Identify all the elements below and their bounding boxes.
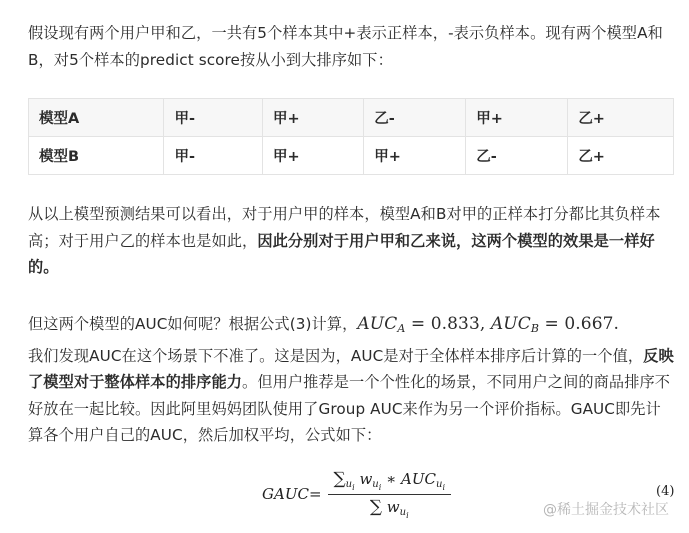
table-cell: 乙- <box>466 137 568 175</box>
intro-paragraph: 假设现有两个用户甲和乙，一共有5个样本其中+表示正样本，-表示负样本。现有两个模型A和B，对5个样本的predict score按从小到大排序如下： <box>28 24 663 69</box>
observation-text: 从以上模型预测结果可以看出，对于用户甲的样本，模型A和B对甲的正样本打分都比其负样本高；对于用户乙的样本也是如此， <box>28 205 661 250</box>
table-cell: 乙+ <box>568 137 674 175</box>
auc-explanation-text: 我们发现AUC在这个场景下不准了。这是因为，AUC是对于全体样本排序后计算的一个值， <box>28 346 644 365</box>
table-cell: 甲+ <box>466 99 568 137</box>
auc-inline-formula: $AUC_A = 0.833$, $AUC_B = 0.667$. <box>357 314 620 335</box>
table-cell: 甲+ <box>262 137 363 175</box>
table-row <box>29 99 674 137</box>
observation-paragraph <box>28 201 676 281</box>
observation-conclusion: 因此分别对于用户甲和乙来说，这两个模型的效果是一样好的。 <box>28 231 655 276</box>
row-label: 模型A <box>29 99 164 137</box>
table-cell: 甲- <box>164 99 263 137</box>
equation-number: (4) <box>656 484 675 499</box>
auc-key-point: 反映了模型对于整体样本的排序能力 <box>28 346 674 391</box>
table-row <box>29 137 674 175</box>
table-cell: 甲- <box>164 137 263 175</box>
table-cell: 乙- <box>364 99 466 137</box>
gauc-explanation-text: 。但用户推荐是一个个性化的场景，不同用户之间的商品排序不好放在一起比较。因此阿里妈妈团队使用了Group AUC来作为另一个评价指标。GAUC即先计算各个用户自己的AUC，然后加权平均，公式如下： <box>28 373 671 444</box>
table-cell: 乙+ <box>568 99 674 137</box>
table-cell: 甲+ <box>262 99 363 137</box>
watermark: @稀土掘金技术社区 <box>543 502 669 518</box>
gauc-formula: GAUC = $\frac{\sum_{u_i} w_{u_i} ∗ AUC_{u_i}}{\sum w_{u_i}}$ <box>262 466 451 522</box>
auc-paragraph <box>28 311 676 449</box>
row-label: 模型B <box>29 137 164 175</box>
table-cell: 甲+ <box>364 137 466 175</box>
auc-intro-text: 但这两个模型的AUC如何呢？根据公式(3)计算， <box>28 315 358 333</box>
model-ranking-table <box>28 98 674 175</box>
